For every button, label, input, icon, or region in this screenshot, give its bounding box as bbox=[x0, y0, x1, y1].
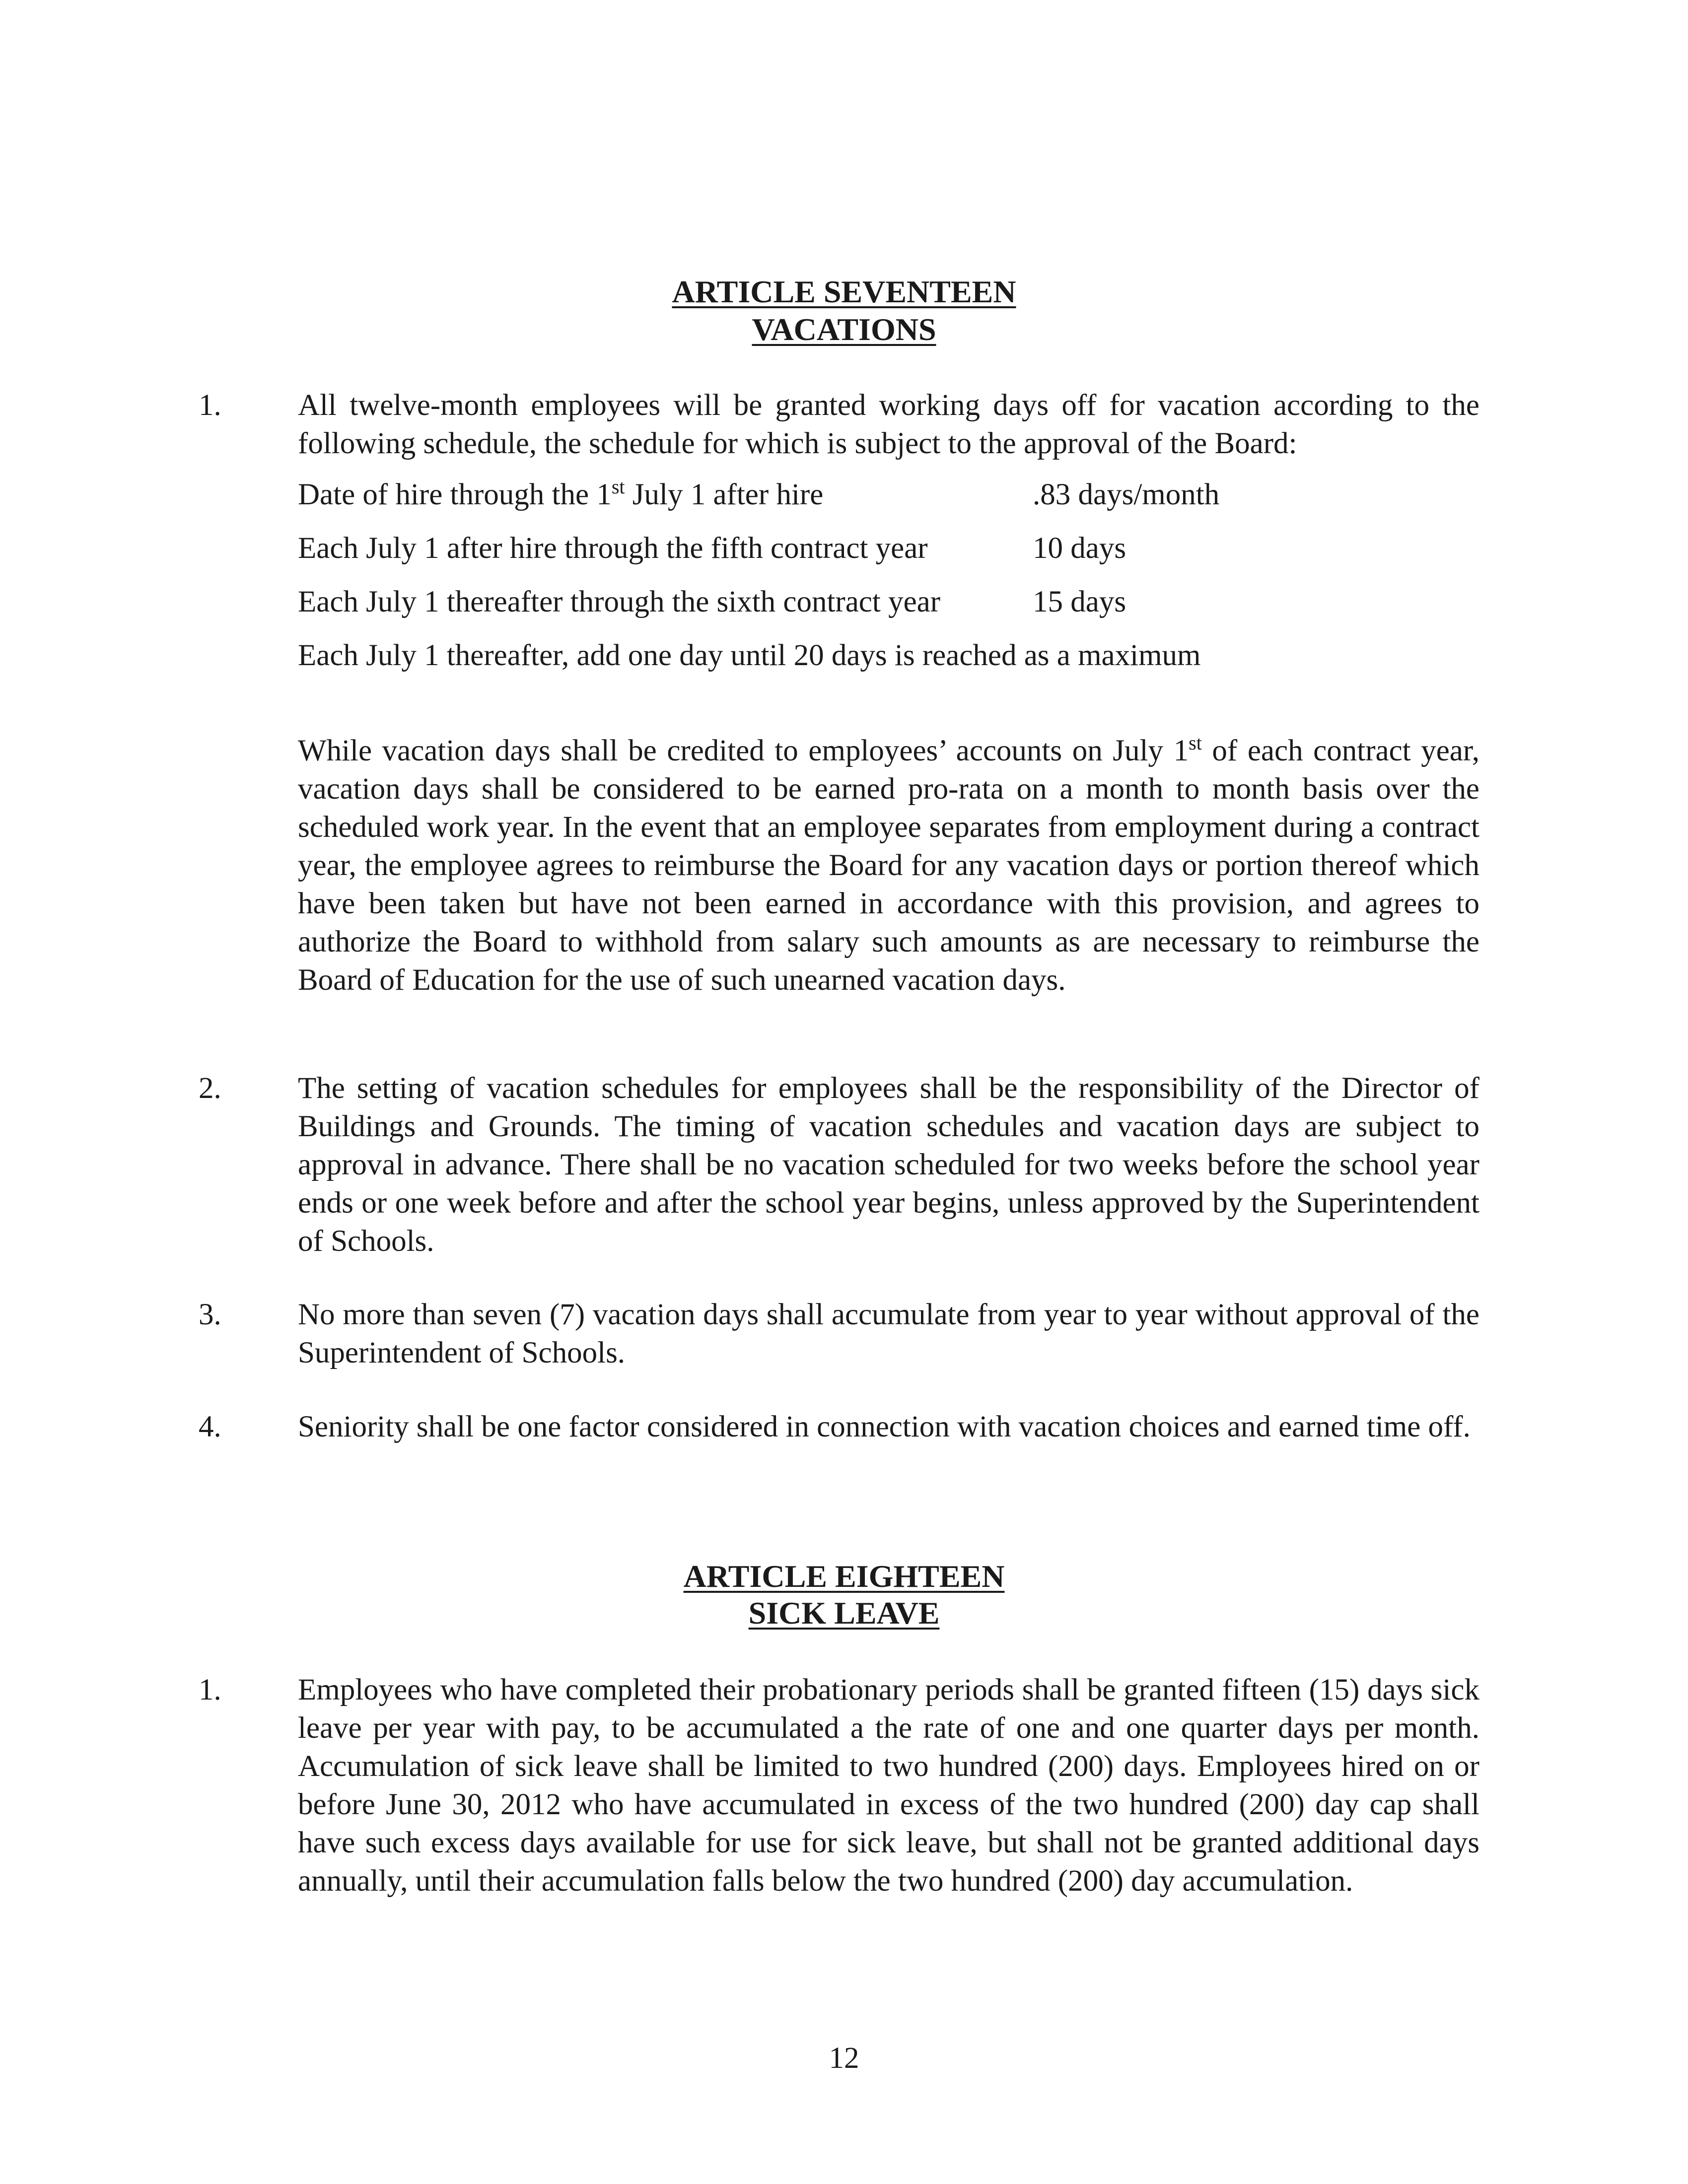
article-18-item-1-text: Employees who have completed their probationary periods shall be granted fifteen (15) days sick leave per year with pay, to be accumulated a the rate of one and one quarter days per month. Accumulation of sick leave shall be limited to two hundred (200) days. Employees hired on or before June 30, 2012 who have accumulated in excess of the two hundred (200) day cap shall have such excess days available for use for sick leave, but shall not be granted additional days annually, until their accumulation falls below the two hundred (200) day accumulation. bbox=[298, 1673, 1479, 1898]
page-number: 12 bbox=[829, 2042, 859, 2075]
schedule-row-value: .83 days/month bbox=[1033, 478, 1220, 511]
schedule-row-label: Date of hire through the 1st July 1 after hire bbox=[298, 476, 824, 511]
article-17-title: ARTICLE SEVENTEEN bbox=[672, 274, 1016, 309]
article-17-item-1-number: 1. bbox=[199, 389, 221, 422]
article-17-item-2-text: The setting of vacation schedules for employees shall be the responsibility of the Director of Buildings and Grounds. The timing of vacation schedules and vacation days are subject to approval in advance. There shall be no vacation scheduled for two weeks before the school year ends or one week before and after the school year begins, unless approved by the Superintendent of Schools. bbox=[298, 1072, 1479, 1258]
schedule-row bbox=[298, 476, 1220, 515]
article-17-item-3-number: 3. bbox=[199, 1298, 221, 1331]
article-18-item-1-number: 1. bbox=[199, 1673, 221, 1706]
article-17-subtitle: VACATIONS bbox=[752, 312, 936, 347]
article-17-item-1-paragraph: While vacation days shall be credited to employees’ accounts on July 1st of each contract year, vacation days shall be considered to be earned pro-rata on a month to month basis over the scheduled work year. In the event that an employee separates from employment during a contract year, the employee agrees to reimburse the Board for any vacation days or portion thereof which have been taken but have not been earned in accordance with this provision, and agrees to authorize the Board to withhold from salary such amounts as are necessary to reimburse the Board of Education for the use of such unearned vacation days. bbox=[298, 732, 1479, 997]
article-17-item-1-intro: All twelve-month employees will be granted working days off for vacation according to the following schedule, the schedule for which is subject to the approval of the Board: bbox=[298, 389, 1479, 460]
article-17-item-3-text: No more than seven (7) vacation days shall accumulate from year to year without approval of the Superintendent of Schools. bbox=[298, 1298, 1479, 1369]
schedule-row-label: Each July 1 after hire through the fifth contract year bbox=[298, 532, 928, 565]
schedule-row-label: Each July 1 thereafter through the sixth contract year bbox=[298, 585, 941, 618]
article-17-item-4-text: Seniority shall be one factor considered in connection with vacation choices and earned time off. bbox=[298, 1410, 1471, 1443]
schedule-row-value: 10 days bbox=[1033, 532, 1126, 565]
article-17-item-2-number: 2. bbox=[199, 1072, 221, 1105]
schedule-row bbox=[298, 529, 1126, 569]
schedule-row bbox=[298, 583, 1126, 622]
schedule-row-label: Each July 1 thereafter, add one day until 20 days is reached as a maximum bbox=[298, 639, 1201, 672]
article-17-item-4-number: 4. bbox=[199, 1410, 221, 1443]
article-18-subtitle: SICK LEAVE bbox=[748, 1595, 940, 1631]
schedule-row bbox=[298, 636, 1200, 676]
schedule-row-value: 15 days bbox=[1033, 585, 1126, 618]
article-18-title: ARTICLE EIGHTEEN bbox=[683, 1559, 1005, 1594]
